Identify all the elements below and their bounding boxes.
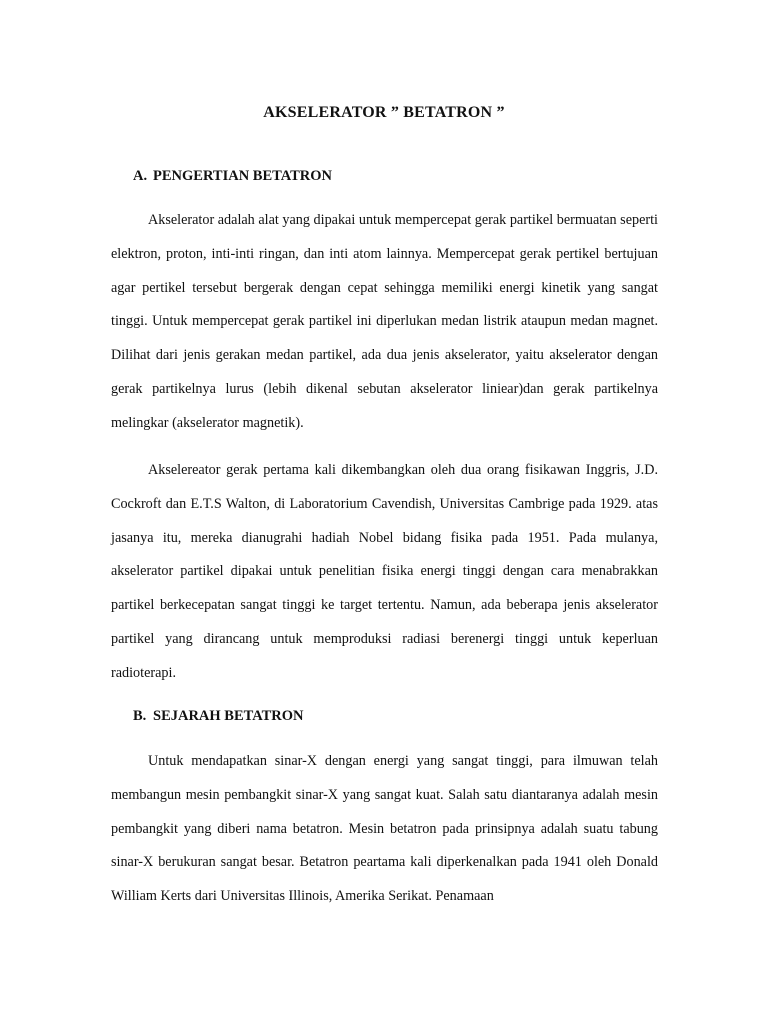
- paragraph: Untuk mendapatkan sinar-X dengan energi yang sangat tinggi, para ilmuwan telah membangun mesin pembangkit sinar-X yang sangat kuat. Salah satu diantaranya adalah mesin pembangkit yang diberi nama betatron. Mesin betatron pada prinsipnya adalah suatu tabung sinar-X berukuran sangat besar. Betatron peartama kali diperkenalkan pada 1941 oleh Donald William Kerts dari Universitas Illinois, Amerika Serikat. Penamaan: [111, 753, 658, 905]
- paragraph: Akselerator adalah alat yang dipakai untuk mempercepat gerak partikel bermuatan seperti elektron, proton, inti-inti ringan, dan inti atom lainnya. Mempercepat gerak pertikel bertujuan agar pertikel tersebut bergerak dengan cepat sehingga memiliki energi kinetik yang sangat tinggi. Untuk mempercepat gerak partikel ini diperlukan medan listrik ataupun medan magnet. Dilihat dari jenis gerakan medan partikel, ada dua jenis akselerator, yaitu akselerator dengan gerak partikelnya lurus (lebih dikenal sebutan akselerator liniear)dan gerak partikelnya melingkar (akselerator magnetik).: [111, 212, 658, 431]
- document-title: AKSELERATOR ” BETATRON ”: [263, 104, 505, 121]
- section-heading-text: PENGERTIAN BETATRON: [153, 168, 333, 184]
- section-heading-a: [133, 168, 332, 185]
- paragraph: Akselereator gerak pertama kali dikembangkan oleh dua orang fisikawan Inggris, J.D. Cockroft dan E.T.S Walton, di Laboratorium Cavendish, Universitas Cambrige pada 1929. atas jasanya itu, mereka dianugrahi hadiah Nobel bidang fisika pada 1951. Pada mulanya, akselerator partikel dipakai untuk penelitian fisika energi tinggi dengan cara menabrakkan partikel berkecepatan sangat tinggi ke target tertentu. Namun, ada beberapa jenis akselerator partikel yang dirancang untuk memproduksi radiasi berenergi tinggi untuk keperluan radioterapi.: [111, 462, 658, 681]
- section-letter: A.: [133, 168, 148, 184]
- section-letter: B.: [133, 708, 147, 724]
- section-heading-text: SEJARAH BETATRON: [153, 708, 304, 724]
- section-heading-b: [133, 708, 304, 725]
